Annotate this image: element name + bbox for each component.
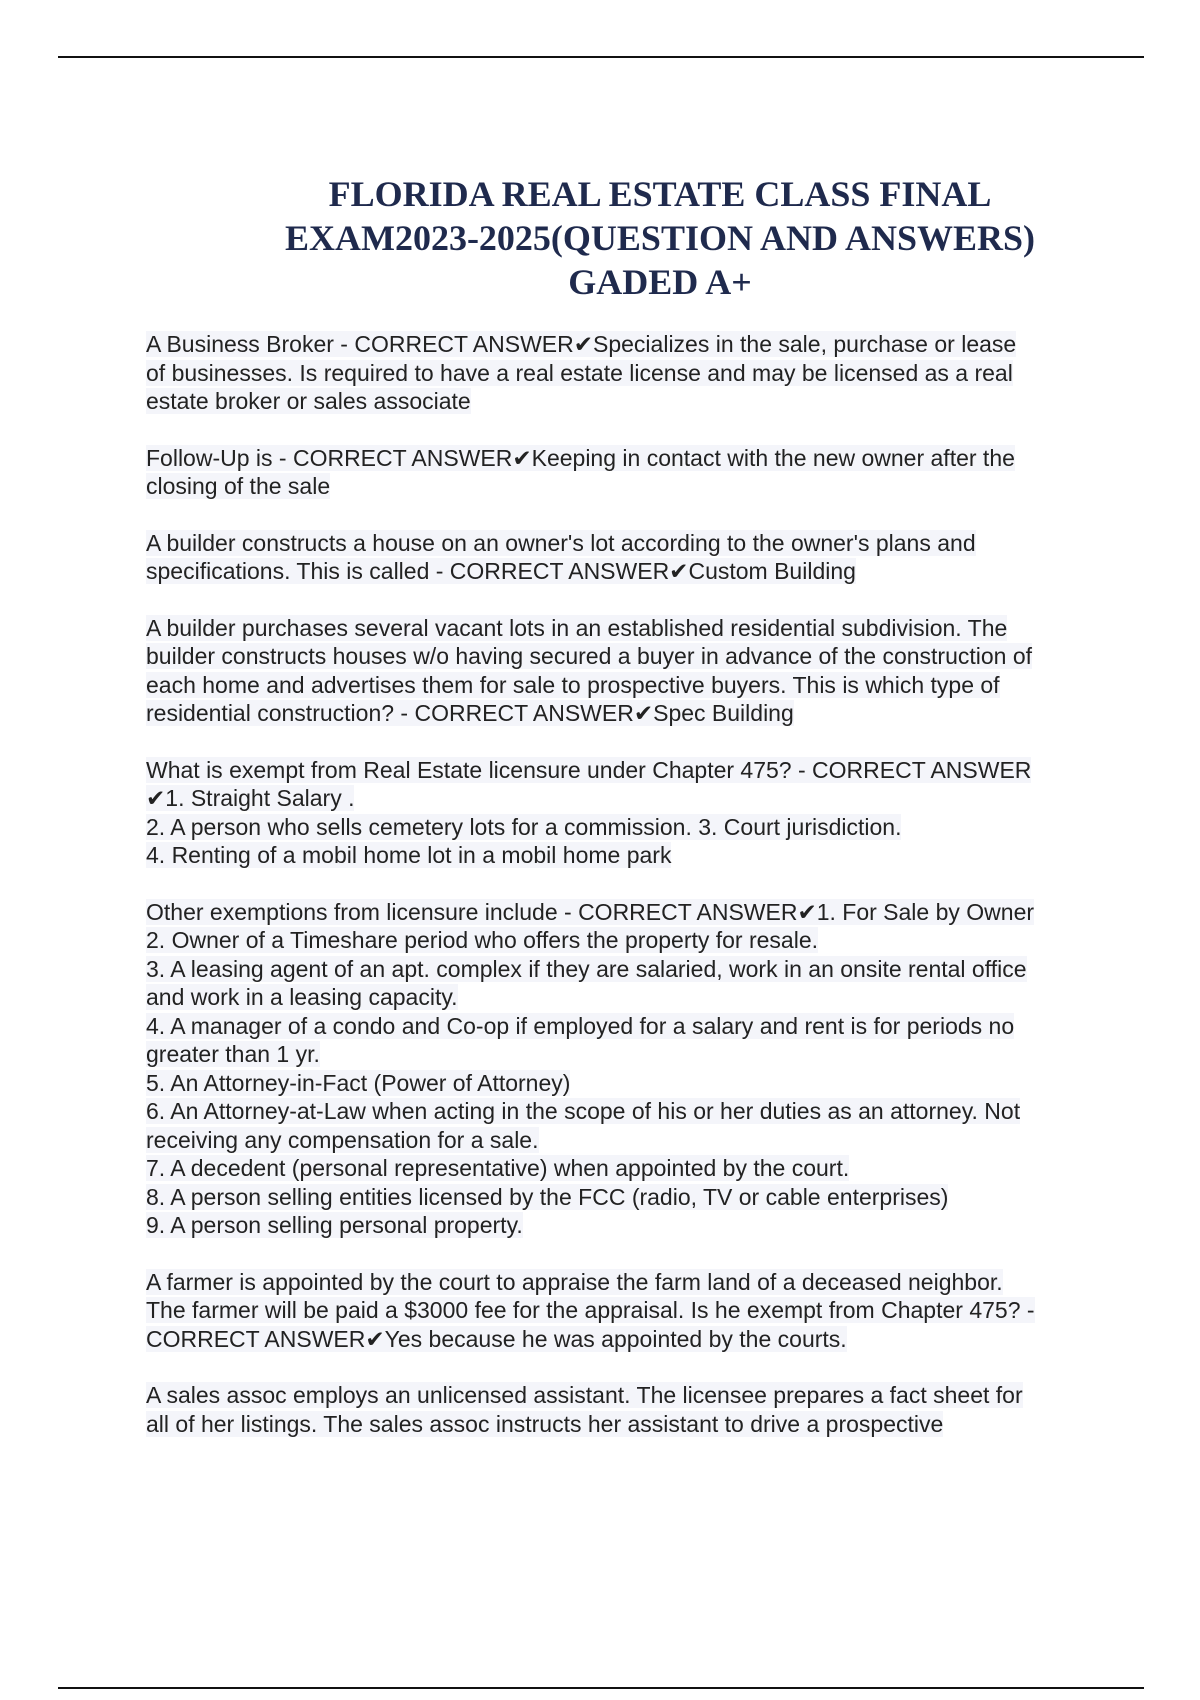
qa-entry — [146, 614, 1106, 728]
text-line: What is exempt from Real Estate licensure under Chapter 475? - CORRECT ANSWER — [146, 756, 1032, 783]
text-line: and work in a leasing capacity. — [146, 984, 458, 1010]
text-line: A builder constructs a house on an owner's lot according to the owner's plans and — [146, 529, 976, 556]
text-line: builder constructs houses w/o having secured a buyer in advance of the construction of — [146, 643, 1033, 669]
title-line: EXAM2023-2025(QUESTION AND ANSWERS) — [284, 218, 1036, 258]
qa-entry — [146, 1268, 1106, 1354]
text-line: 5. An Attorney-in-Fact (Power of Attorney) — [146, 1069, 571, 1096]
qa-entry — [146, 529, 1106, 586]
title-line: FLORIDA REAL ESTATE CLASS FINAL — [328, 174, 992, 214]
qa-entry — [146, 898, 1106, 1240]
text-line: of businesses. Is required to have a real estate license and may be licensed as a real — [146, 359, 1013, 386]
text-line: Other exemptions from licensure include - CORRECT ANSWER✔1. For Sale by Owner — [146, 898, 1035, 925]
text-line: residential construction? - CORRECT ANSWER✔Spec Building — [146, 700, 794, 726]
text-line: A sales assoc employs an unlicensed assistant. The licensee prepares a fact sheet for — [146, 1382, 1023, 1408]
qa-entry — [146, 1381, 1106, 1438]
text-line: CORRECT ANSWER✔Yes because he was appointed by the courts. — [146, 1325, 847, 1352]
text-line: Follow-Up is - CORRECT ANSWER✔Keeping in contact with the new owner after the — [146, 444, 1015, 471]
qa-entry — [146, 444, 1106, 501]
text-line: 6. An Attorney-at-Law when acting in the scope of his or her duties as an attorney. Not — [146, 1098, 1021, 1124]
text-line: receiving any compensation for a sale. — [146, 1126, 539, 1153]
text-line: 8. A person selling entities licensed by the FCC (radio, TV or cable enterprises) — [146, 1183, 949, 1210]
text-line: 2. Owner of a Timeshare period who offers the property for resale. — [146, 927, 819, 953]
document-title — [210, 172, 1110, 304]
text-line: 4. A manager of a condo and Co-op if employed for a salary and rent is for periods no — [146, 1012, 1015, 1039]
header-rule — [58, 56, 1144, 58]
text-line: estate broker or sales associate — [146, 388, 471, 414]
text-line: The farmer will be paid a $3000 fee for the appraisal. Is he exempt from Chapter 475? - — [146, 1297, 1035, 1323]
text-line: A farmer is appointed by the court to appraise the farm land of a deceased neighbor. — [146, 1268, 1003, 1295]
text-line: greater than 1 yr. — [146, 1041, 320, 1067]
text-line: A Business Broker - CORRECT ANSWER✔Specializes in the sale, purchase or lease — [146, 331, 1017, 357]
text-line: all of her listings. The sales assoc instructs her assistant to drive a prospective — [146, 1410, 944, 1437]
text-line: closing of the sale — [146, 473, 331, 499]
text-line: specifications. This is called - CORRECT ANSWER✔Custom Building — [146, 558, 856, 584]
footer-rule — [58, 1687, 1144, 1689]
text-line: A builder purchases several vacant lots in an established residential subdivision. The — [146, 614, 1008, 641]
text-line: each home and advertises them for sale to prospective buyers. This is which type of — [146, 671, 1000, 698]
text-line: 7. A decedent (personal representative) when appointed by the court. — [146, 1155, 850, 1181]
text-line: 4. Renting of a mobil home lot in a mobil home park — [146, 842, 672, 868]
qa-list — [146, 330, 1106, 1466]
title-line: GADED A+ — [568, 262, 752, 302]
qa-entry — [146, 756, 1106, 870]
qa-entry — [146, 330, 1106, 416]
text-line: 3. A leasing agent of an apt. complex if they are salaried, work in an onsite rental office — [146, 955, 1027, 982]
text-line: ✔1. Straight Salary . — [146, 785, 355, 811]
text-line: 9. A person selling personal property. — [146, 1212, 523, 1238]
text-line: 2. A person who sells cemetery lots for a commission. 3. Court jurisdiction. — [146, 813, 902, 840]
